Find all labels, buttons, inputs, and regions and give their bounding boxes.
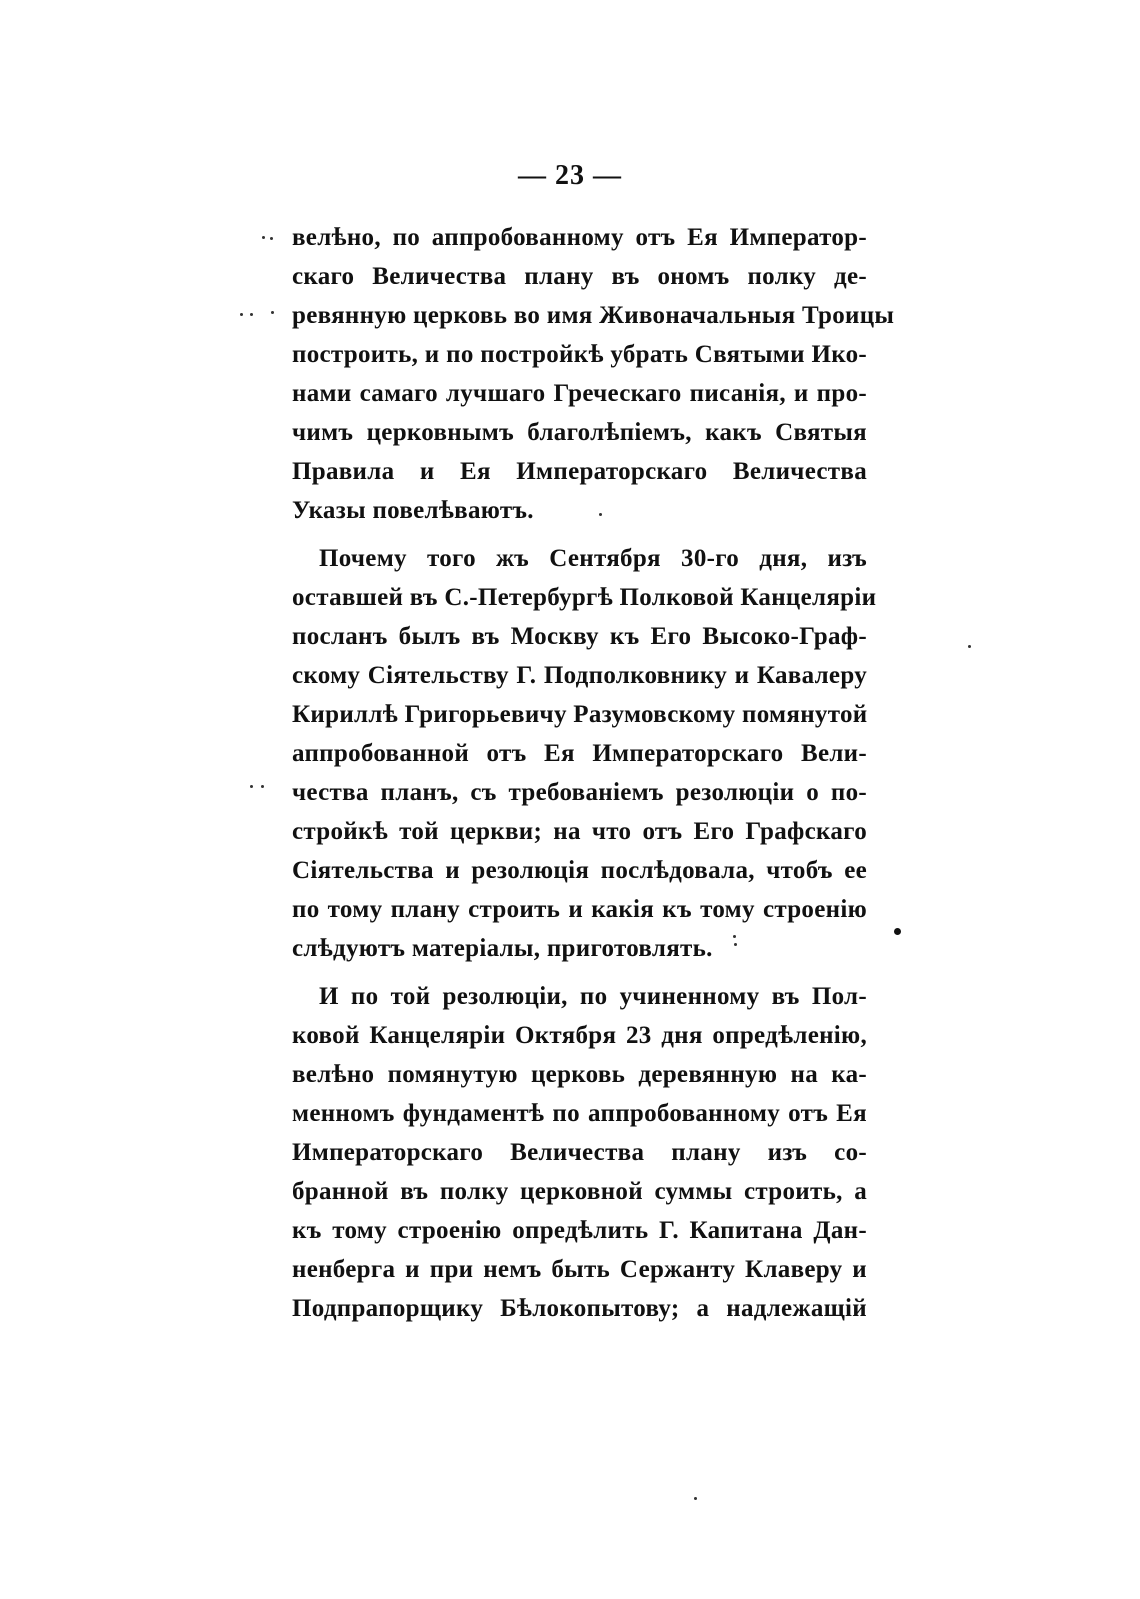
text-line: скому Сіятельству Г. Подполковнику и Кавалеру — [292, 662, 867, 689]
scan-speck — [270, 237, 273, 240]
text-line: оставшей въ С.-Петербургѣ Полковой Канцеляріи — [292, 584, 877, 611]
text-line: менномъ фундаментѣ по аппробованному отъ Ея — [292, 1100, 867, 1127]
scan-dot — [894, 928, 901, 935]
text-line: аппробованной отъ Ея Императорскаго Вели- — [292, 740, 867, 767]
text-line: скаго Величества плану въ ономъ полку де- — [292, 263, 867, 290]
scan-speck — [734, 943, 737, 946]
scan-speck — [271, 311, 274, 314]
scan-speck — [694, 1497, 697, 1500]
text-line: ковой Канцеляріи Октября 23 дня опредѣленію, — [292, 1022, 867, 1049]
text-line: Сіятельства и резолюція послѣдовала, чтобъ ее — [292, 857, 867, 884]
scan-speck — [250, 313, 253, 316]
text-line: стройкѣ той церкви; на что отъ Его Графскаго — [292, 818, 867, 845]
scan-speck — [240, 313, 243, 316]
text-line: велѣно помянутую церковь деревянную на ка- — [292, 1061, 867, 1088]
paragraph-2 — [292, 539, 877, 968]
text-line: посланъ былъ въ Москву къ Его Высоко-Граф- — [292, 623, 867, 650]
scan-speck — [261, 785, 264, 788]
text-line: построить, и по постройкѣ убрать Святыми Ико- — [292, 341, 867, 368]
text-line: ревянную церковь во имя Живоначальныя Троицы — [292, 302, 895, 329]
text-line: Правила и Ея Императорскаго Величества — [292, 458, 867, 485]
scan-speck — [968, 645, 971, 648]
paragraph-3 — [292, 977, 867, 1328]
text-line: велѣно, по аппробованному отъ Ея Император- — [292, 224, 867, 251]
text-line: къ тому строенію опредѣлить Г. Капитана Дан- — [292, 1217, 867, 1244]
scan-speck — [250, 785, 253, 788]
text-line: бранной въ полку церковной суммы строить, а — [292, 1178, 867, 1205]
text-line: нами самаго лучшаго Греческаго писанія, и про- — [292, 380, 867, 407]
scan-speck — [599, 513, 602, 516]
text-line: чества планъ, съ требованіемъ резолюціи о по- — [292, 779, 867, 806]
text-line: Почему того жъ Сентября 30-го дня, изъ — [319, 545, 867, 572]
scan-speck — [262, 236, 265, 239]
text-line: Подпрапорщику Бѣлокопытову; а надлежащій — [292, 1295, 867, 1322]
text-line: Указы повелѣваютъ. — [292, 497, 534, 524]
text-line: Императорскаго Величества плану изъ со- — [292, 1139, 867, 1166]
paragraph-1 — [292, 218, 895, 530]
scan-speck — [733, 935, 736, 938]
text-line: Кириллѣ Григорьевичу Разумовскому помянутой — [292, 701, 868, 728]
text-line: по тому плану строить и какія къ тому строенію — [292, 896, 867, 923]
text-line: чимъ церковнымъ благолѣпіемъ, какъ Святыя — [292, 419, 867, 446]
text-line: ненберга и при немъ быть Сержанту Клаверу и — [292, 1256, 867, 1283]
text-body — [292, 218, 895, 1328]
page-number: — 23 — — [518, 160, 622, 191]
text-line: слѣдуютъ матеріалы, приготовлять. — [292, 935, 713, 962]
text-line: И по той резолюціи, по учиненному въ Пол- — [319, 983, 867, 1010]
